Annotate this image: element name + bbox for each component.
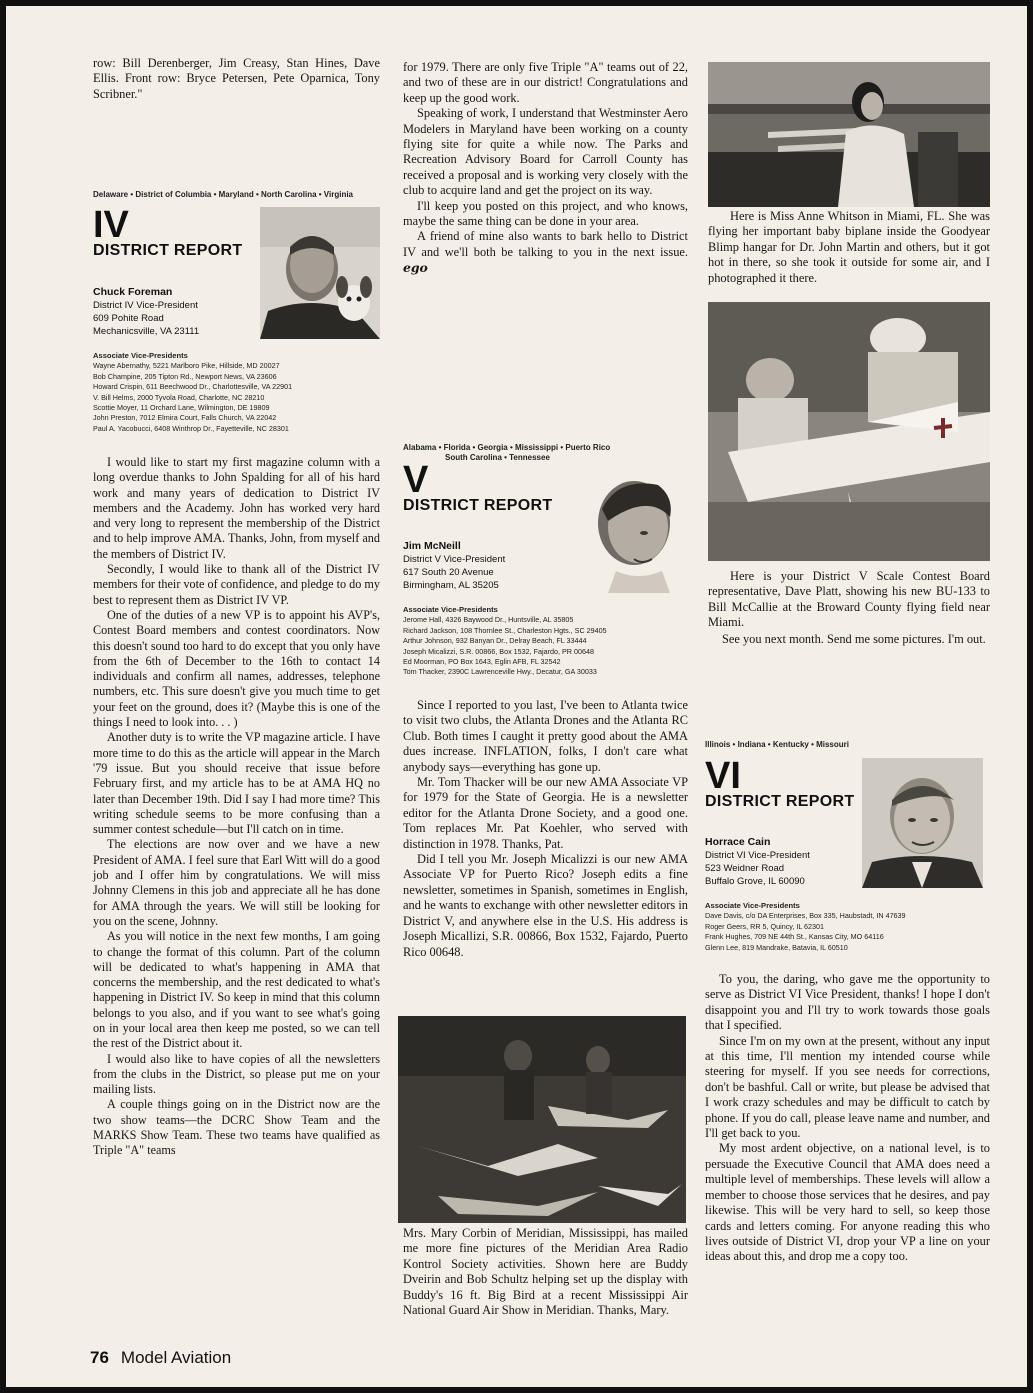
- district6-states: Illinois • Indiana • Kentucky • Missouri: [705, 740, 849, 749]
- district5-states-line1: Alabama • Florida • Georgia • Mississippi • Puerto Rico: [403, 443, 611, 452]
- whitson-biplane-image: [708, 62, 990, 207]
- assoc-entry: Paul A. Yacobucci, 6408 Winthrop Dr., Fayetteville, NC 28301: [93, 423, 289, 433]
- paragraph: As you will notice in the next few months, I am going to change the format of this column. Part of the column will be dedicated to what's happening in AMA that concerns the membership, and the rest dedicated to what's happening in District IV. So keep in mind that this column belongs to you also, and if you want to see what's going on in your local area then keep me posted, so we can tell the rest of the District about it.: [93, 929, 380, 1051]
- paragraph: Speaking of work, I understand that Westminster Aero Modelers in Maryland have been working on a county flying site for quite a while now. The Parks and Recreation Advisory Board for Carroll County has received a proposal and is working very closely with the club to acquire land and get the project on its way.: [403, 106, 688, 198]
- paragraph: One of the duties of a new VP is to appoint his AVP's, Contest Board members and contest coordinators. Now this doesn't sound too hard to do except that you only have from the 6th of December to the 16th to contact 14 individuals and confirm all names, addresses, telephone numbers, etc. This sure doesn't give you much time to get your feet on the ground, does it? (Maybe this is one of the things I need to look into. . . ): [93, 607, 380, 730]
- district5-states: [403, 443, 688, 463]
- district4-vp-block: [93, 286, 263, 338]
- assoc-entry: Howard Crispin, 611 Beechwood Dr., Charlottesville, VA 22901: [93, 382, 293, 392]
- district6-vp-title: District VI Vice-President: [705, 850, 810, 861]
- district5-vp-title: District V Vice-President: [403, 554, 506, 565]
- col1-top-text: [93, 56, 380, 102]
- magazine-page: [6, 6, 1027, 1387]
- paragraph: Another duty is to write the VP magazine article. I have more time to do this as the article will appear in the March '79 issue. But you should receive that issue before February first, and my article has to be at AMA HQ no later than December 19th. Did I say I had more time? This writing schedule seems to be more confusing than a summer contest schedule—but I'll catch on in time.: [93, 730, 380, 837]
- assoc-entry: John Preston, 7012 Elmira Court, Falls Church, VA 22042: [93, 413, 277, 423]
- paragraph: I would like to start my first magazine column with a long overdue thanks to John Spalding for all of his hard work and many years of dedication to District IV members and the Academy. John has worked very hard and very long to represent the membership of the District and to help improve AMA. Thanks, John, from myself and the members of District IV.: [93, 455, 380, 561]
- district6-heading: DISTRICT REPORT: [705, 793, 855, 810]
- district4-heading: DISTRICT REPORT: [93, 242, 243, 259]
- signoff-mark: ego: [403, 260, 428, 276]
- assoc-entry: Ed Moorman, PO Box 1643, Eglin AFB, FL 32542: [403, 657, 561, 667]
- district6-vp-portrait: [862, 758, 983, 888]
- district5-vp-name: Jim McNeill: [403, 540, 461, 552]
- paragraph: A couple things going on in the District now are the two show teams—the DCRC Show Team and the MARKS Show Team. These two teams have qualified as Triple "A" teams: [93, 1097, 380, 1158]
- portrait-mcneill-image: [578, 463, 689, 593]
- district5-vp-portrait: [578, 463, 689, 593]
- district4-states: Delaware • District of Columbia • Maryland • North Carolina • Virginia: [93, 190, 353, 199]
- paragraph: for 1979. There are only five Triple "A" teams out of 22, and two of these are in our district! Congratulations and keep up the good work.: [403, 60, 688, 105]
- district5-vp-address1: 617 South 20 Avenue: [403, 567, 494, 578]
- col1-body: [93, 455, 380, 1159]
- magazine-name: Model Aviation: [120, 1348, 232, 1367]
- district4-vp-title: District IV Vice-President: [93, 300, 198, 311]
- photo-anne-whitson: [708, 62, 990, 207]
- assoc-entry: Richard Jackson, 108 Thornlee St., Charleston Hgts., SC 29405: [403, 625, 607, 635]
- district6-vp-name: Horrace Cain: [705, 836, 771, 848]
- col2-mid-body: [403, 698, 688, 960]
- caption-whitson: Here is Miss Anne Whitson in Miami, FL. She was flying her important baby biplane inside the Goodyear Blimp hangar for Dr. John Martin and others, but it got hot in there, so she took it outside for some air, and I photographed it there.: [708, 209, 990, 285]
- district6-associates: [705, 901, 995, 953]
- paragraph: My most ardent objective, on a national level, is to persuade the Executive Council that AMA does need a multiple level of memberships. These levels will allow a member to choose those services that he desires, and pay likewise. This will be very hard to sell, so keep those cards and letters coming. For anyone reading this who lives outside of District VI, drop your VP a line on your ideas about this, and drop me a copy too.: [705, 1141, 990, 1264]
- paragraph: The elections are now over and we have a new President of AMA. I feel sure that Earl Witt will do a good job and I offer him by congratulations. We will miss Johnny Clemens in this job and appreciate all he has done for AMA through the years. We will still be looking for you on the scene, Johnny.: [93, 837, 380, 928]
- district5-states-line2: South Carolina • Tennessee: [445, 453, 550, 462]
- district4-vp-address2: Mechanicsville, VA 23111: [93, 326, 200, 337]
- paragraph: See you next month. Send me some pictures. I'm out.: [722, 632, 986, 646]
- district6-vp-address1: 523 Weidner Road: [705, 863, 785, 874]
- paragraph-text: A friend of mine also wants to bark hello to District IV and we'll both be talking to you in the next issue.: [403, 229, 688, 259]
- district6-vp-address2: Buffalo Grove, IL 60090: [705, 876, 805, 887]
- district5-vp-address2: Birmingham, AL 35205: [403, 580, 499, 591]
- paragraph: Secondly, I would like to thank all of the District IV members for their vote of confidence, and pledge to do my best to represent them as District IV VP.: [93, 562, 380, 607]
- district4-associates: [93, 351, 383, 434]
- district4-assoc-heading: Associate Vice-Presidents: [93, 351, 188, 360]
- meridian-display-image: [398, 1016, 686, 1223]
- col2-top-body: [403, 60, 688, 277]
- col3-signoff: [708, 632, 990, 647]
- photo-dave-platt: [708, 302, 990, 561]
- assoc-entry: Scottie Moyer, 11 Orchard Lane, Wilmington, DE 19809: [93, 403, 270, 413]
- assoc-entry: Jerome Hall, 4326 Baywood Dr., Huntsville, AL 35805: [403, 615, 574, 625]
- district5-assoc-heading: Associate Vice-Presidents: [403, 605, 498, 614]
- portrait-cain-image: [862, 758, 983, 888]
- assoc-entry: V. Bill Helms, 2000 Tyvola Road, Charlotte, NC 28210: [93, 392, 265, 402]
- paragraph: Since I reported to you last, I've been to Atlanta twice to visit two clubs, the Atlanta Drones and the Atlanta RC Club. Both times I caught it pretty good about the AMA dues increase. INFLATION, folks, I don't care what anybody says—everything has gone up.: [403, 698, 688, 774]
- caption-corbin: Mrs. Mary Corbin of Meridian, Mississippi, has mailed me more fine pictures of the Meridian Area Radio Kontrol Society activities. Shown here are Buddy Dveirin and Bob Schultz helping set up the display with Buddy's 16 ft. Big Bird at a recent Mississippi Air National Guard Air Show in Meridian. Thanks, Mary.: [403, 1226, 688, 1318]
- paragraph: Mr. Tom Thacker will be our new AMA Associate VP for 1979 for the State of Georgia. He is a newsletter editor for the Atlanta Drone Society, and a good one. Tom replaces Mr. Pat Koehler, who served with distinction in 1978. Thanks, Pat.: [403, 775, 688, 851]
- paragraph: Since I'm on my own at the present, without any input at this time, I'll mention my intended course while steering for myself. If you see needs for corrections, don't be bashful. Call or write, but please be advised that I work crazy schedules and may be difficult to catch by phone. If you do call, please leave name and number, and I'll get back to you.: [705, 1033, 990, 1141]
- assoc-entry: Roger Geers, RR 5, Quincy, IL 62301: [705, 921, 825, 931]
- district5-associates: [403, 605, 693, 678]
- page-footer: [90, 1348, 231, 1368]
- assoc-entry: Tom Thacker, 2390C Lawrenceville Hwy., Decatur, GA 30033: [403, 667, 597, 677]
- district5-heading: DISTRICT REPORT: [403, 497, 553, 514]
- assoc-entry: Glenn Lee, 819 Mandrake, Batavia, IL 60510: [705, 942, 848, 952]
- photo-caption-continued: row: Bill Derenberger, Jim Creasy, Stan Hines, Dave Ellis. Front row: Bryce Petersen, Pete Oparnica, Tony Scribner.": [93, 56, 380, 101]
- portrait-foreman-image: [260, 207, 380, 339]
- district6-numeral: VI: [705, 755, 741, 797]
- assoc-entry: Dave Davis, c/o DA Enterprises, Box 335, Haubstadt, IN 47639: [705, 911, 906, 921]
- caption-platt: Here is your District V Scale Contest Board representative, Dave Platt, showing his new BU-133 to Bill McCallie at the Broward County flying field near Miami.: [708, 569, 990, 630]
- district4-vp-address1: 609 Pohite Road: [93, 313, 164, 324]
- assoc-entry: Wayne Abernathy, 5221 Marlboro Pike, Hillside, MD 20027: [93, 361, 280, 371]
- paragraph: Did I tell you Mr. Joseph Micalizzi is our new AMA Associate VP for Puerto Rico? Joseph edits a fine newsletter, sometimes in Spanish, sometimes in English, and he wants to exchange with other newsletter editors in District V, and anywhere else in the U.S. His address is Joseph Micallizi, S.R. 00866, Box 1532, Fajardo, Puerto Rico 00648.: [403, 852, 688, 959]
- paragraph: I would also like to have copies of all the newsletters from the clubs in the District, so please put me on your mailing lists.: [93, 1051, 380, 1097]
- district5-vp-block: [403, 540, 573, 592]
- district4-vp-name: Chuck Foreman: [93, 286, 173, 298]
- assoc-entry: Arthur Johnson, 932 Banyan Dr., Delray Beach, FL 33444: [403, 636, 587, 646]
- paragraph: I'll keep you posted on this project, and who knows, maybe the same thing can be done in your area.: [403, 198, 688, 229]
- page-number: 76: [90, 1348, 109, 1367]
- paragraph: To you, the daring, who gave me the opportunity to serve as District VI Vice President, thanks! I hope I don't disappoint you and I'll try to work towards those goals that I specified.: [705, 972, 990, 1033]
- photo-meridian-display: [398, 1016, 686, 1223]
- district5-numeral: V: [403, 459, 429, 501]
- assoc-entry: Bob Champine, 205 Tipton Rd., Newport News, VA 23606: [93, 371, 277, 381]
- platt-model-image: [708, 302, 990, 561]
- assoc-entry: Frank Hughes, 709 NE 44th St., Kansas City, MO 64116: [705, 932, 884, 942]
- district4-vp-portrait: [260, 207, 380, 339]
- col3-body: [705, 972, 990, 1265]
- district4-numeral: IV: [93, 204, 129, 246]
- paragraph: [403, 229, 688, 276]
- assoc-entry: Joseph Micalizzi, S.R. 00866, Box 1532, Fajardo, PR 00648: [403, 646, 594, 656]
- district6-vp-block: [705, 836, 865, 888]
- district6-assoc-heading: Associate Vice-Presidents: [705, 901, 800, 910]
